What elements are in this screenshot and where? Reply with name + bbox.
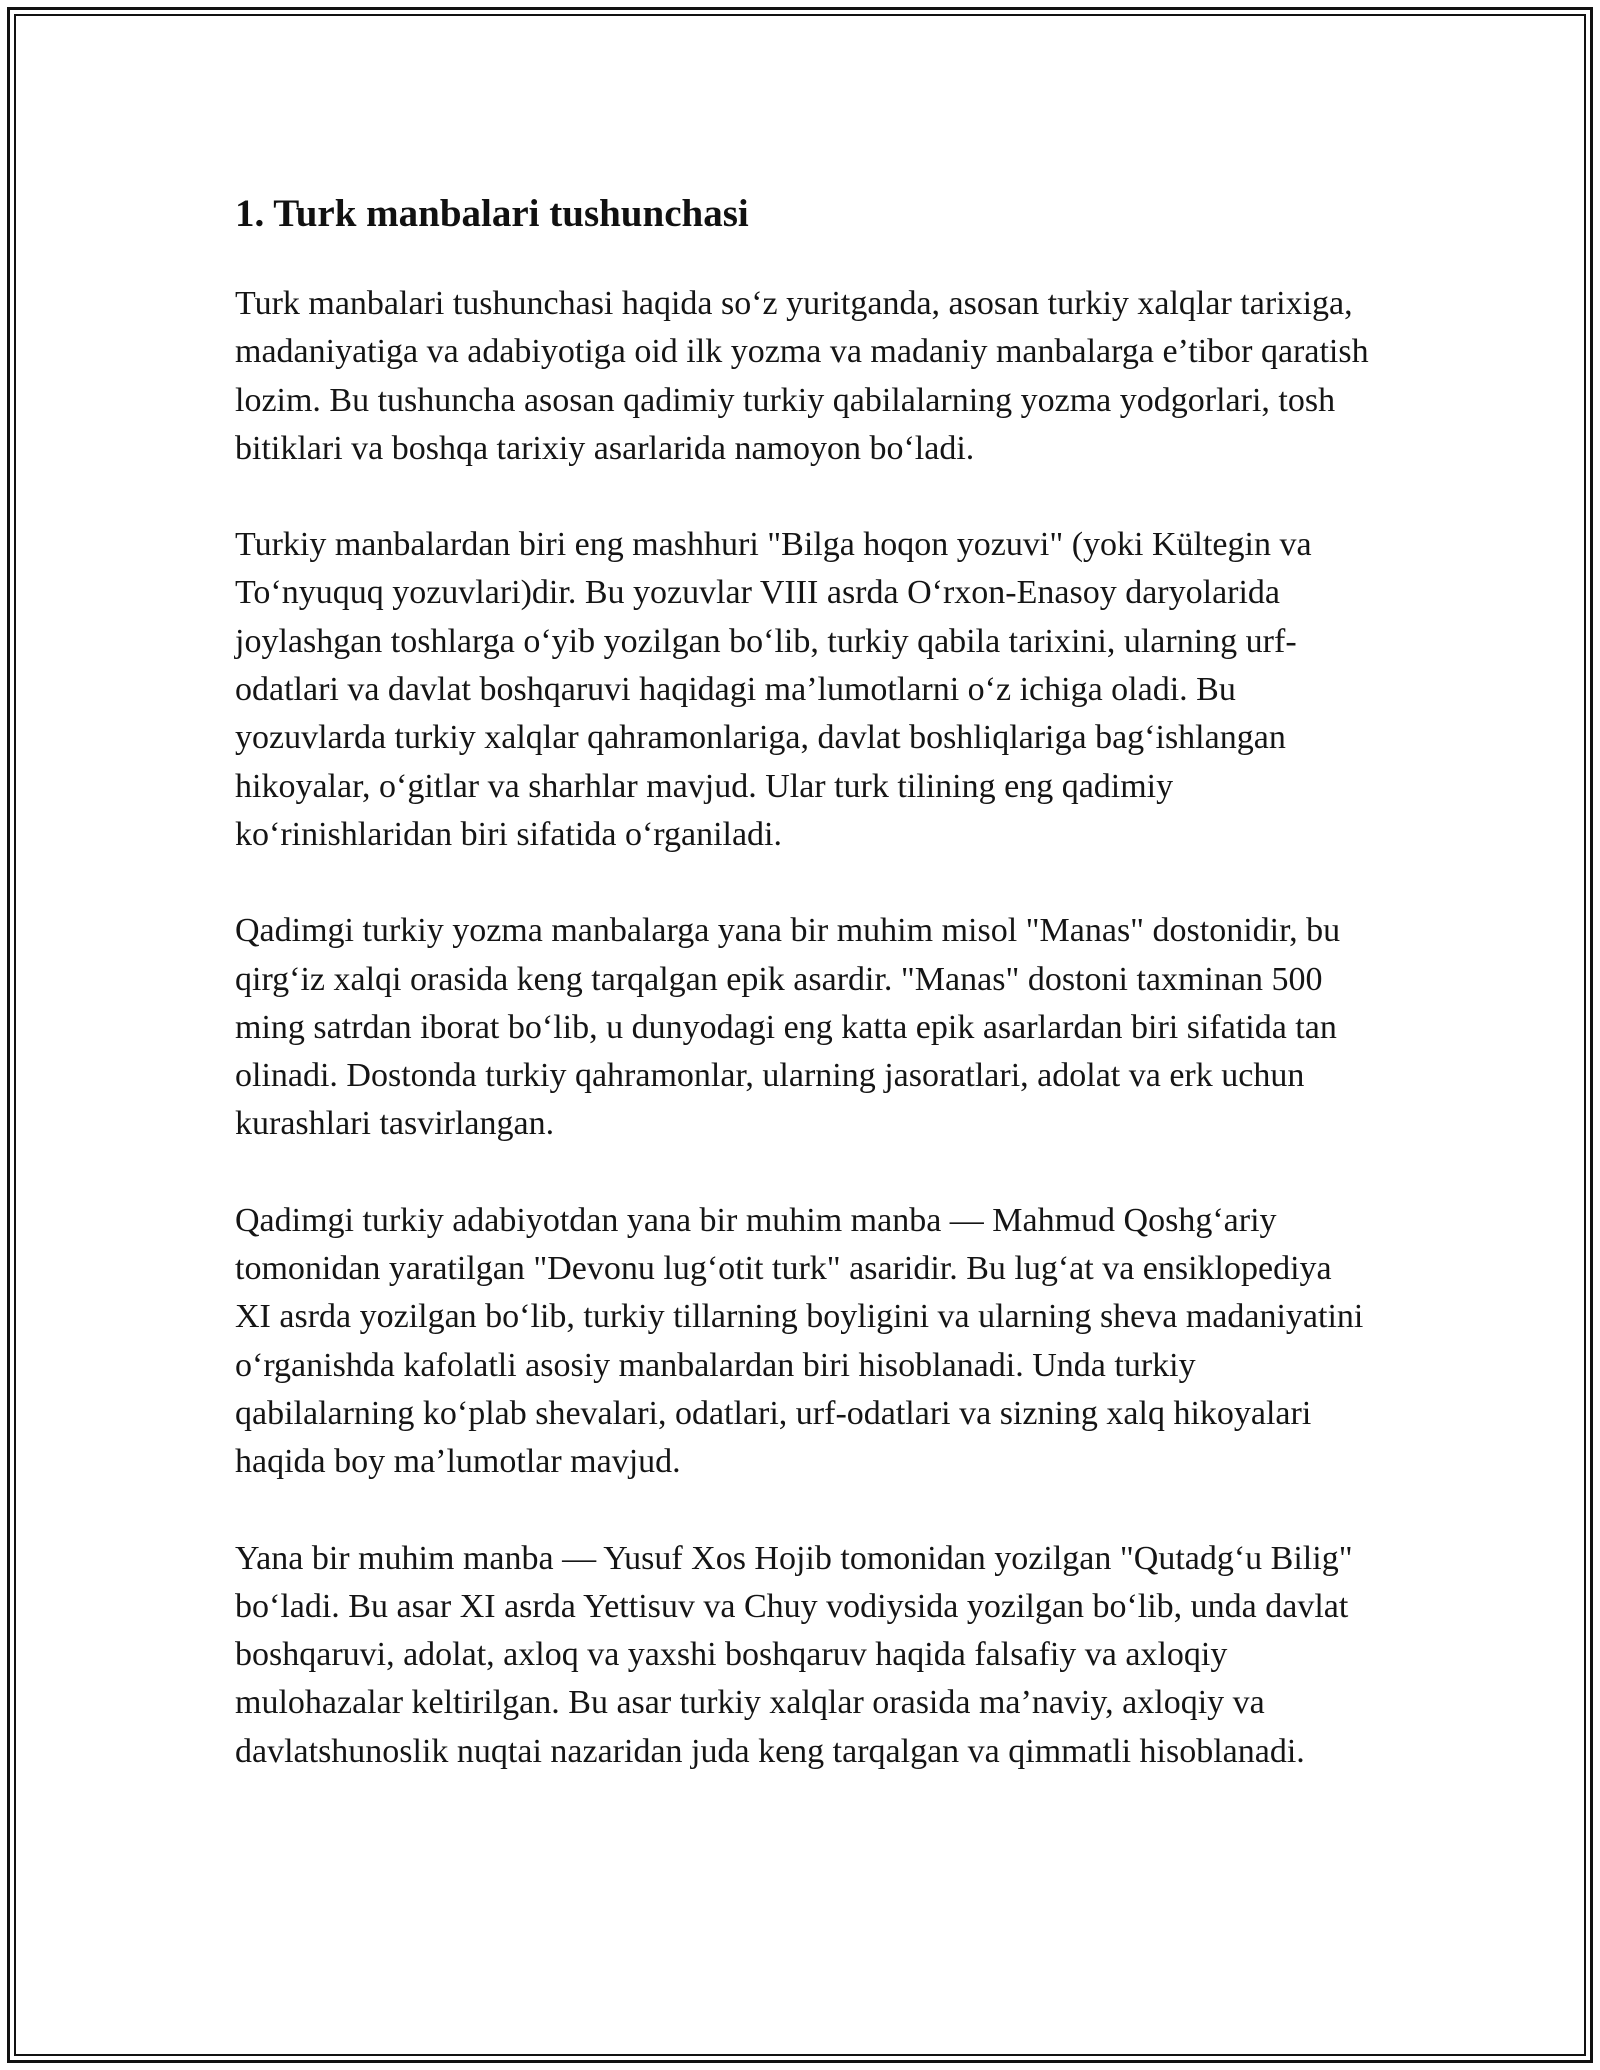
paragraph-bilga-hoqon: Turkiy manbalardan biri eng mashhuri "Bilga hoqon yozuvi" (yoki Kültegin va To‘nyuquq yozuvlari)dir. Bu yozuvlar VIII asrda O‘rxon-Enasoy daryolarida joylashgan toshlarga o‘yib yozilgan bo‘lib, turkiy qabila tarixini, ularning urf-odatlari va davlat boshqaruvi haqidagi ma’lumotlarni o‘z ichiga oladi. Bu yozuvlarda turkiy xalqlar qahramonlariga, davlat boshliqlariga bag‘ishlangan hikoyalar, o‘gitlar va sharhlar mavjud. Ular turk tilining eng qadimiy ko‘rinishlaridan biri sifatida o‘rganiladi. [235, 526, 1312, 853]
paragraph-devonu-lugotit-turk: Qadimgi turkiy adabiyotdan yana bir muhim manba — Mahmud Qoshg‘ariy tomonidan yaratilgan "Devonu lug‘otit turk" asaridir. Bu lug‘at va ensiklopediya XI asrda yozilgan bo‘lib, turkiy tillarning boyligini va ularning sheva madaniyatini o‘rganishda kafolatli asosiy manbalardan biri hisoblanadi. Unda turkiy qabilalarning ko‘plab shevalari, odatlari, urf-odatlari va sizning xalq hikoyalari haqida boy ma’lumotlar mavjud. [235, 1201, 1364, 1481]
document-body [235, 182, 1375, 1824]
section-heading: 1. Turk manbalari tushunchasi [235, 192, 749, 235]
paragraph-intro: Turk manbalari tushunchasi haqida so‘z yuritganda, asosan turkiy xalqlar tarixiga, madaniyatiga va adabiyotiga oid ilk yozma va madaniy manbalarga e’tibor qaratish lozim. Bu tushuncha asosan qadimiy turkiy qabilalarning yozma yodgorlari, tosh bitiklari va boshqa tarixiy asarlarida namoyon bo‘ladi. [235, 285, 1369, 467]
paragraph-qutadgu-bilig: Yana bir muhim manba — Yusuf Xos Hojib tomonidan yozilgan "Qutadg‘u Bilig" bo‘ladi. Bu asar XI asrda Yettisuv va Chuy vodiysida yozilgan bo‘lib, unda davlat boshqaruvi, adolat, axloq va yaxshi boshqaruv haqida falsafiy va axloqiy mulohazalar keltirilgan. Bu asar turkiy xalqlar orasida ma’naviy, axloqiy va davlatshunoslik nuqtai nazaridan juda keng tarqalgan va qimmatli hisoblanadi. [235, 1539, 1353, 1770]
paragraph-manas: Qadimgi turkiy yozma manbalarga yana bir muhim misol "Manas" dostonidir, bu qirg‘iz xalqi orasida keng tarqalgan epik asardir. "Manas" dostoni taxminan 500 ming satrdan iborat bo‘lib, u dunyodagi eng katta epik asarlardan biri sifatida tan olinadi. Dostonda turkiy qahramonlar, ularning jasoratlari, adolat va erk uchun kurashlari tasvirlangan. [235, 912, 1341, 1143]
